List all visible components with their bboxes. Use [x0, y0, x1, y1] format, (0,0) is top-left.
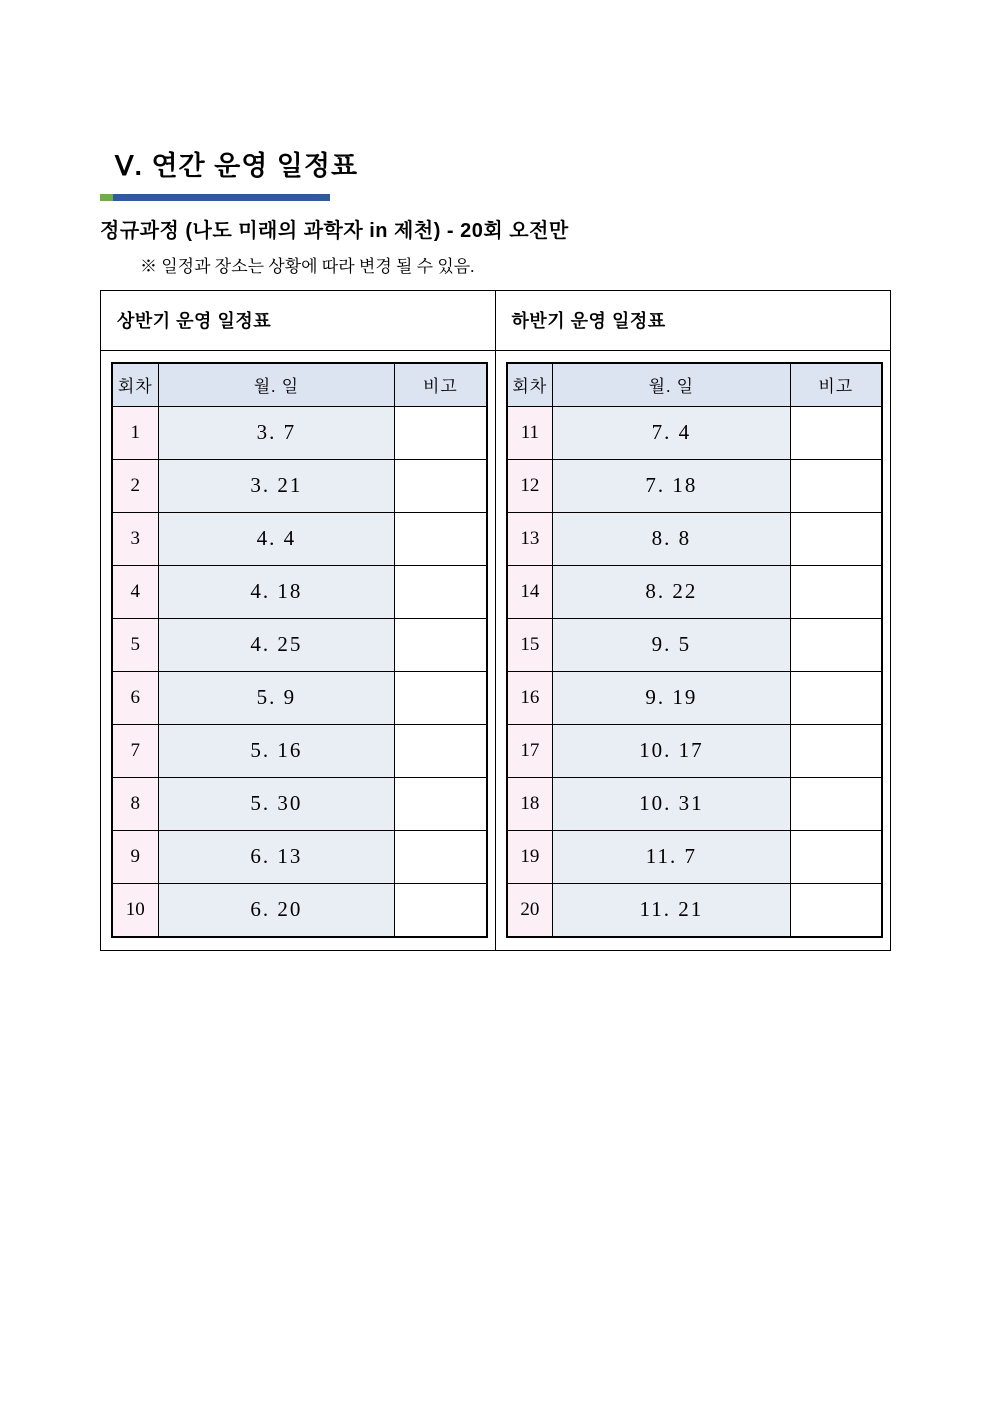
session-number-cell: 17 — [507, 724, 553, 777]
table-row — [507, 883, 883, 937]
date-cell: 11. 21 — [553, 883, 790, 937]
table-row — [112, 777, 487, 830]
remark-cell — [395, 671, 487, 724]
date-cell: 5. 30 — [158, 777, 395, 830]
session-number-cell: 18 — [507, 777, 553, 830]
remark-cell — [790, 724, 882, 777]
date-cell: 3. 21 — [158, 459, 395, 512]
session-number-cell: 13 — [507, 512, 553, 565]
remark-cell — [790, 830, 882, 883]
remark-cell — [395, 512, 487, 565]
underline-blue-segment — [113, 194, 330, 201]
table-row — [507, 618, 883, 671]
remark-cell — [790, 777, 882, 830]
date-cell: 4. 25 — [158, 618, 395, 671]
date-cell: 3. 7 — [158, 406, 395, 459]
remark-cell — [395, 777, 487, 830]
table-row — [112, 618, 487, 671]
remark-cell — [395, 565, 487, 618]
date-cell: 5. 16 — [158, 724, 395, 777]
table-row — [112, 671, 487, 724]
panel-first-half — [101, 291, 496, 950]
table-row — [112, 406, 487, 459]
header-row — [507, 363, 883, 407]
schedule-change-note: ※ 일정과 장소는 상황에 따라 변경 될 수 있음. — [140, 256, 475, 276]
table-row — [112, 565, 487, 618]
column-header-session: 회차 — [507, 363, 553, 407]
column-header-session: 회차 — [112, 363, 158, 407]
session-number-cell: 11 — [507, 406, 553, 459]
session-number-cell: 8 — [112, 777, 158, 830]
session-number-cell: 15 — [507, 618, 553, 671]
date-cell: 4. 4 — [158, 512, 395, 565]
column-header-remark: 비고 — [790, 363, 882, 407]
date-cell: 6. 13 — [158, 830, 395, 883]
remark-cell — [790, 883, 882, 937]
header-row — [112, 363, 487, 407]
remark-cell — [395, 830, 487, 883]
table-row — [507, 512, 883, 565]
remark-cell — [790, 618, 882, 671]
table-row — [507, 459, 883, 512]
date-cell: 10. 17 — [553, 724, 790, 777]
remark-cell — [790, 406, 882, 459]
remark-cell — [395, 406, 487, 459]
panel-body-second-half — [496, 351, 891, 950]
session-number-cell: 14 — [507, 565, 553, 618]
date-cell: 11. 7 — [553, 830, 790, 883]
remark-cell — [395, 459, 487, 512]
panel-title-first-half: 상반기 운영 일정표 — [101, 291, 495, 351]
remark-cell — [790, 671, 882, 724]
remark-cell — [395, 883, 487, 937]
table-row — [112, 724, 487, 777]
schedule-table-first-half — [111, 362, 488, 938]
table-row — [507, 565, 883, 618]
date-cell: 10. 31 — [553, 777, 790, 830]
schedule-tables-container — [100, 290, 891, 951]
session-number-cell: 9 — [112, 830, 158, 883]
date-cell: 5. 9 — [158, 671, 395, 724]
session-number-cell: 1 — [112, 406, 158, 459]
date-cell: 7. 18 — [553, 459, 790, 512]
remark-cell — [790, 459, 882, 512]
date-cell: 6. 20 — [158, 883, 395, 937]
session-number-cell: 7 — [112, 724, 158, 777]
session-number-cell: 10 — [112, 883, 158, 937]
session-number-cell: 16 — [507, 671, 553, 724]
date-cell: 4. 18 — [158, 565, 395, 618]
column-header-date: 월. 일 — [553, 363, 790, 407]
date-cell: 7. 4 — [553, 406, 790, 459]
session-number-cell: 5 — [112, 618, 158, 671]
session-number-cell: 2 — [112, 459, 158, 512]
date-cell: 8. 22 — [553, 565, 790, 618]
table-row — [507, 724, 883, 777]
underline-green-segment — [100, 194, 113, 201]
table-row — [507, 830, 883, 883]
table-row — [112, 883, 487, 937]
course-subtitle: 정규과정 (나도 미래의 과학자 in 제천) - 20회 오전만 — [100, 219, 569, 242]
table-row — [112, 459, 487, 512]
session-number-cell: 4 — [112, 565, 158, 618]
table-row — [507, 406, 883, 459]
title-underline — [100, 194, 330, 201]
session-number-cell: 3 — [112, 512, 158, 565]
session-number-cell: 19 — [507, 830, 553, 883]
remark-cell — [395, 724, 487, 777]
session-number-cell: 12 — [507, 459, 553, 512]
page-title: Ⅴ. 연간 운영 일정표 — [115, 151, 359, 181]
date-cell: 9. 5 — [553, 618, 790, 671]
panel-second-half — [496, 291, 891, 950]
table-row — [507, 671, 883, 724]
schedule-table-second-half — [506, 362, 884, 938]
table-row — [112, 830, 487, 883]
table-row — [507, 777, 883, 830]
table-row — [112, 512, 487, 565]
session-number-cell: 6 — [112, 671, 158, 724]
panel-title-second-half: 하반기 운영 일정표 — [496, 291, 891, 351]
date-cell: 9. 19 — [553, 671, 790, 724]
panel-body-first-half — [101, 351, 495, 950]
column-header-date: 월. 일 — [158, 363, 395, 407]
remark-cell — [790, 565, 882, 618]
column-header-remark: 비고 — [395, 363, 487, 407]
session-number-cell: 20 — [507, 883, 553, 937]
remark-cell — [790, 512, 882, 565]
date-cell: 8. 8 — [553, 512, 790, 565]
remark-cell — [395, 618, 487, 671]
